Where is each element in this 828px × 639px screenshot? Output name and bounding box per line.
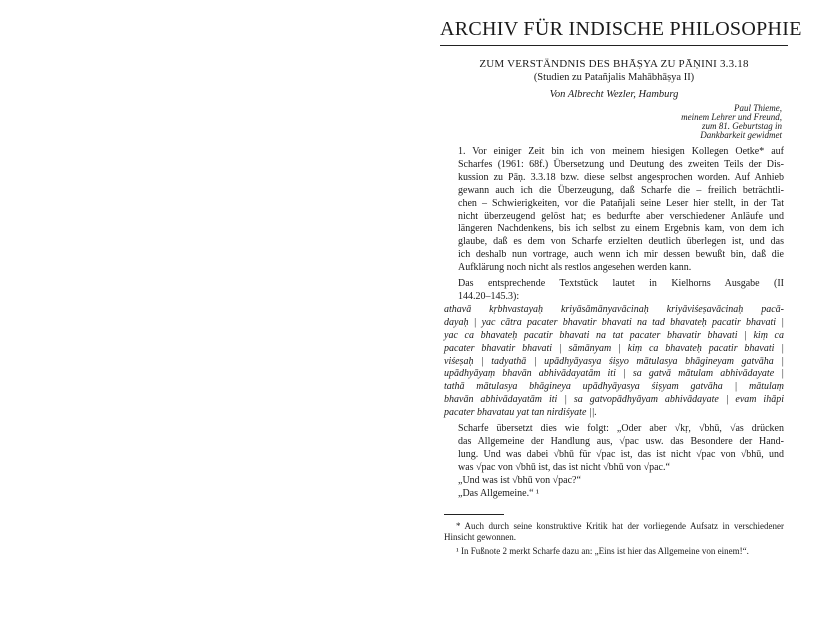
body-paragraph-1: 1. Vor einiger Zeit bin ich von meinem hiesigen Kollegen Oetke* auf Scharfes (1961: 68f.) Übersetzung und Deutung des zweiten Teils der Dis- kussion zu Pāṇ. 3.3.18 bzw. diese selbst angesprochen worden. Auf Anhieb gewann auch ich die Überzeugung, daß Scharfe die – freilich beträchtli- chen – Schwierigkeiten, vor die Patañjali seine Leser hier stellt, in der Tat nicht überzeugend gelöst hat; es bedurfte aber verschiedener Anläufe und längeren Nachdenkens, bis ich selbst zu einem Ergebnis kam, von dem ich glaube, daß es dem von Scharfe erzielten deutlich überlegen ist, und das ich deshalb nun vortrage, auch wenn ich mir dessen bewußt bin, daß die Aufklärung noch nicht als restlos angesehen werden kann. xyxy=(458,146,784,274)
body-paragraph-3: Scharfe übersetzt dies wie folgt: „Oder aber √kṛ, √bhū, √as drücken das Allgemeine der Handlung aus, √pac usw. das Besondere der Hand- lung. Und was dabei √bhū für √pac ist, das ist nicht √pac von √bhū, und was √pac von √bhū ist, das ist nicht √bhū von √pac.“ „Und was ist √bhū von √pac?“ „Das Allgemeine.“ ¹ xyxy=(458,423,784,499)
dedication: Paul Thieme, meinem Lehrer und Freund, zum 81. Geburtstag in Dankbarkeit gewidmet xyxy=(681,103,782,140)
document-page xyxy=(440,18,802,618)
footnote-1: ¹ In Fußnote 2 merkt Scharfe dazu an: „Eins ist hier das Allgemeine von einem!“. xyxy=(456,546,749,557)
journal-title: ARCHIV FÜR INDISCHE PHILOSOPHIE xyxy=(440,18,788,46)
sanskrit-quotation: athavā kṛbhvastayaḥ kriyāsāmānyavācinaḥ kriyāviśeṣavācinaḥ pacā- dayaḥ | yac cātra pacater bhavatir bhavati na tad bhavateḥ pacatir bhavati | yac ca bhavateḥ pacatir bhavati na tat pacater bhavatir bhavati | kiṃ ca pacater bhavatir bhavati | sāmānyam | kiṃ ca bhavateḥ pacatir bhavati | viśeṣaḥ | tadyathā | upādhyāyasya śiṣyo mātulasya bhāgineyam gatvāha | upādhyāyaṃ bhavān abhivādayatām iti | sa gatvā mātulam abhivādayate | tathā mātulasya bhāgineya upādhyāyasya śiṣyam gatvāha | mātulaṃ bhavān abhivādayatām iti | sa gatvopādhyāyam abhivādayate | evam ihāpi pacater bhavatau yat tan nirdiśyate ||. xyxy=(444,303,784,419)
article-author: Von Albrecht Wezler, Hamburg xyxy=(549,89,679,100)
article-subtitle: (Studien zu Patañjalis Mahābhāṣya II) xyxy=(533,72,695,83)
footnote-divider xyxy=(444,514,504,515)
body-paragraph-2: Das entsprechende Textstück lautet in Kielhorns Ausgabe (II 144.20–145.3): xyxy=(458,278,784,302)
footnote-star: * Auch durch seine konstruktive Kritik hat der vorliegende Aufsatz in verschiedener Hinsicht gewonnen. xyxy=(444,521,784,543)
article-title: ZUM VERSTÄNDNIS DES BHĀṢYA ZU PĀṆINI 3.3.18 xyxy=(479,58,749,70)
